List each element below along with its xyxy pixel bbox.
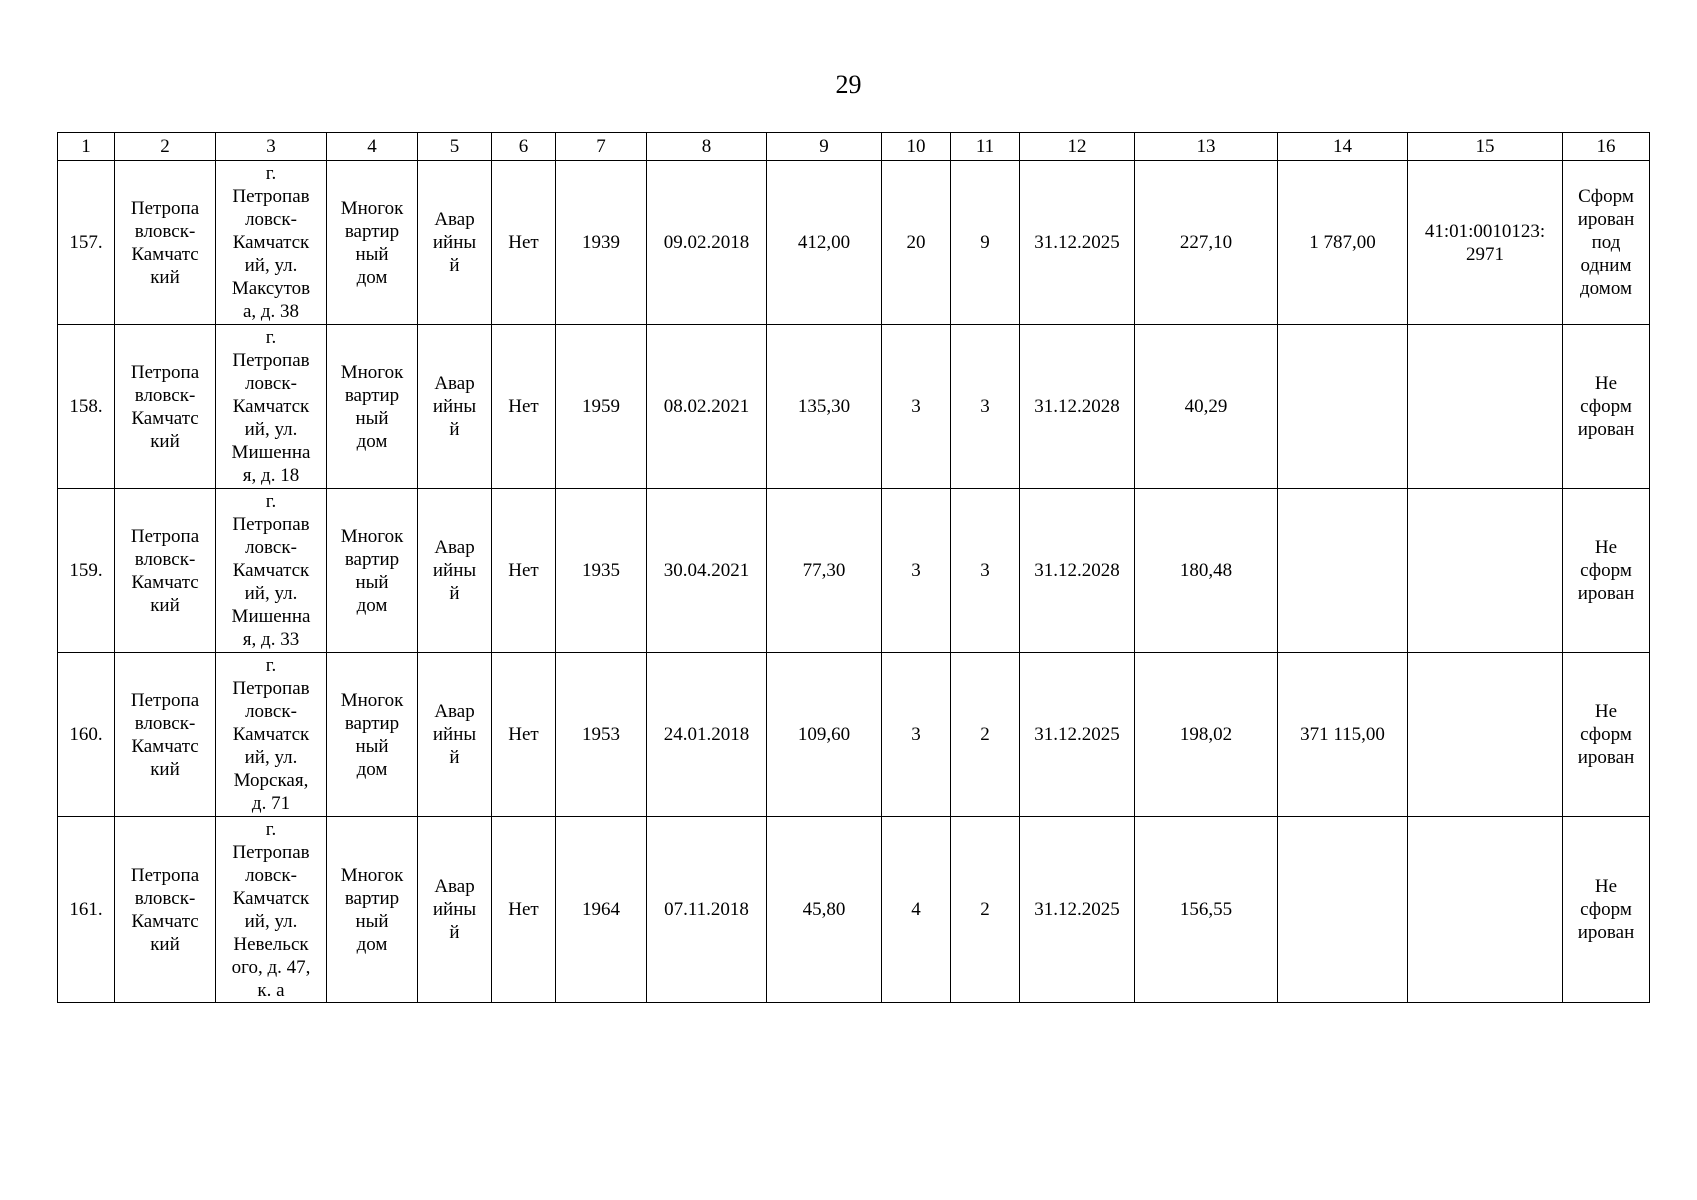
recognition-date-cell: 24.01.2018	[647, 653, 767, 817]
column-header: 13	[1135, 133, 1278, 161]
column-13-cell: 227,10	[1135, 161, 1278, 325]
land-plot-status-cell: Сформ ирован под одним домом	[1563, 161, 1650, 325]
flag-cell: Нет	[492, 325, 556, 489]
column-11-cell: 2	[951, 817, 1020, 1003]
column-14-cell: 371 115,00	[1278, 653, 1408, 817]
row-number-cell: 159.	[58, 489, 115, 653]
table-row	[58, 653, 1650, 817]
area-cell: 412,00	[767, 161, 882, 325]
area-cell: 109,60	[767, 653, 882, 817]
condition-cell: Авар ийны й	[418, 653, 492, 817]
column-14-cell	[1278, 817, 1408, 1003]
column-header: 5	[418, 133, 492, 161]
column-header: 15	[1408, 133, 1563, 161]
column-10-cell: 3	[882, 325, 951, 489]
column-14-cell	[1278, 489, 1408, 653]
column-header: 8	[647, 133, 767, 161]
building-type-cell: Многок вартир ный дом	[327, 653, 418, 817]
column-header: 9	[767, 133, 882, 161]
municipality-cell: Петропа вловск- Камчатс кий	[115, 325, 216, 489]
column-header: 6	[492, 133, 556, 161]
building-type-cell: Многок вартир ный дом	[327, 489, 418, 653]
deadline-cell: 31.12.2025	[1020, 161, 1135, 325]
condition-cell: Авар ийны й	[418, 489, 492, 653]
column-header: 1	[58, 133, 115, 161]
row-number-cell: 160.	[58, 653, 115, 817]
column-header: 11	[951, 133, 1020, 161]
condition-cell: Авар ийны й	[418, 161, 492, 325]
address-cell: г. Петропав ловск- Камчатск ий, ул. Мишенна я, д. 18	[216, 325, 327, 489]
housing-registry-table	[57, 132, 1650, 1003]
cadastral-number-cell	[1408, 489, 1563, 653]
column-header: 3	[216, 133, 327, 161]
recognition-date-cell: 30.04.2021	[647, 489, 767, 653]
municipality-cell: Петропа вловск- Камчатс кий	[115, 161, 216, 325]
column-10-cell: 3	[882, 653, 951, 817]
flag-cell: Нет	[492, 817, 556, 1003]
recognition-date-cell: 07.11.2018	[647, 817, 767, 1003]
year-cell: 1935	[556, 489, 647, 653]
address-cell: г. Петропав ловск- Камчатск ий, ул. Невельск ого, д. 47, к. а	[216, 817, 327, 1003]
land-plot-status-cell: Не сформ ирован	[1563, 817, 1650, 1003]
municipality-cell: Петропа вловск- Камчатс кий	[115, 653, 216, 817]
column-13-cell: 156,55	[1135, 817, 1278, 1003]
condition-cell: Авар ийны й	[418, 817, 492, 1003]
recognition-date-cell: 09.02.2018	[647, 161, 767, 325]
cadastral-number-cell	[1408, 653, 1563, 817]
row-number-cell: 158.	[58, 325, 115, 489]
column-header: 10	[882, 133, 951, 161]
building-type-cell: Многок вартир ный дом	[327, 161, 418, 325]
column-13-cell: 180,48	[1135, 489, 1278, 653]
address-cell: г. Петропав ловск- Камчатск ий, ул. Максутов а, д. 38	[216, 161, 327, 325]
building-type-cell: Многок вартир ный дом	[327, 325, 418, 489]
column-header: 4	[327, 133, 418, 161]
deadline-cell: 31.12.2028	[1020, 489, 1135, 653]
column-11-cell: 3	[951, 489, 1020, 653]
building-type-cell: Многок вартир ный дом	[327, 817, 418, 1003]
column-11-cell: 9	[951, 161, 1020, 325]
address-cell: г. Петропав ловск- Камчатск ий, ул. Морская, д. 71	[216, 653, 327, 817]
column-header: 7	[556, 133, 647, 161]
table-row	[58, 161, 1650, 325]
condition-cell: Авар ийны й	[418, 325, 492, 489]
land-plot-status-cell: Не сформ ирован	[1563, 325, 1650, 489]
column-header: 16	[1563, 133, 1650, 161]
year-cell: 1953	[556, 653, 647, 817]
table-row	[58, 817, 1650, 1003]
cadastral-number-cell	[1408, 817, 1563, 1003]
municipality-cell: Петропа вловск- Камчатс кий	[115, 489, 216, 653]
column-14-cell: 1 787,00	[1278, 161, 1408, 325]
column-number-row	[58, 133, 1650, 161]
column-11-cell: 2	[951, 653, 1020, 817]
deadline-cell: 31.12.2025	[1020, 817, 1135, 1003]
row-number-cell: 157.	[58, 161, 115, 325]
table-row	[58, 489, 1650, 653]
column-13-cell: 40,29	[1135, 325, 1278, 489]
recognition-date-cell: 08.02.2021	[647, 325, 767, 489]
column-11-cell: 3	[951, 325, 1020, 489]
address-cell: г. Петропав ловск- Камчатск ий, ул. Мишенна я, д. 33	[216, 489, 327, 653]
column-10-cell: 4	[882, 817, 951, 1003]
column-14-cell	[1278, 325, 1408, 489]
table-row	[58, 325, 1650, 489]
year-cell: 1939	[556, 161, 647, 325]
column-13-cell: 198,02	[1135, 653, 1278, 817]
column-header: 12	[1020, 133, 1135, 161]
land-plot-status-cell: Не сформ ирован	[1563, 489, 1650, 653]
column-10-cell: 3	[882, 489, 951, 653]
cadastral-number-cell: 41:01:0010123: 2971	[1408, 161, 1563, 325]
municipality-cell: Петропа вловск- Камчатс кий	[115, 817, 216, 1003]
flag-cell: Нет	[492, 161, 556, 325]
land-plot-status-cell: Не сформ ирован	[1563, 653, 1650, 817]
column-header: 14	[1278, 133, 1408, 161]
area-cell: 45,80	[767, 817, 882, 1003]
column-10-cell: 20	[882, 161, 951, 325]
year-cell: 1964	[556, 817, 647, 1003]
column-header: 2	[115, 133, 216, 161]
cadastral-number-cell	[1408, 325, 1563, 489]
year-cell: 1959	[556, 325, 647, 489]
area-cell: 135,30	[767, 325, 882, 489]
deadline-cell: 31.12.2025	[1020, 653, 1135, 817]
area-cell: 77,30	[767, 489, 882, 653]
flag-cell: Нет	[492, 489, 556, 653]
flag-cell: Нет	[492, 653, 556, 817]
page-number: 29	[835, 70, 862, 99]
row-number-cell: 161.	[58, 817, 115, 1003]
deadline-cell: 31.12.2028	[1020, 325, 1135, 489]
